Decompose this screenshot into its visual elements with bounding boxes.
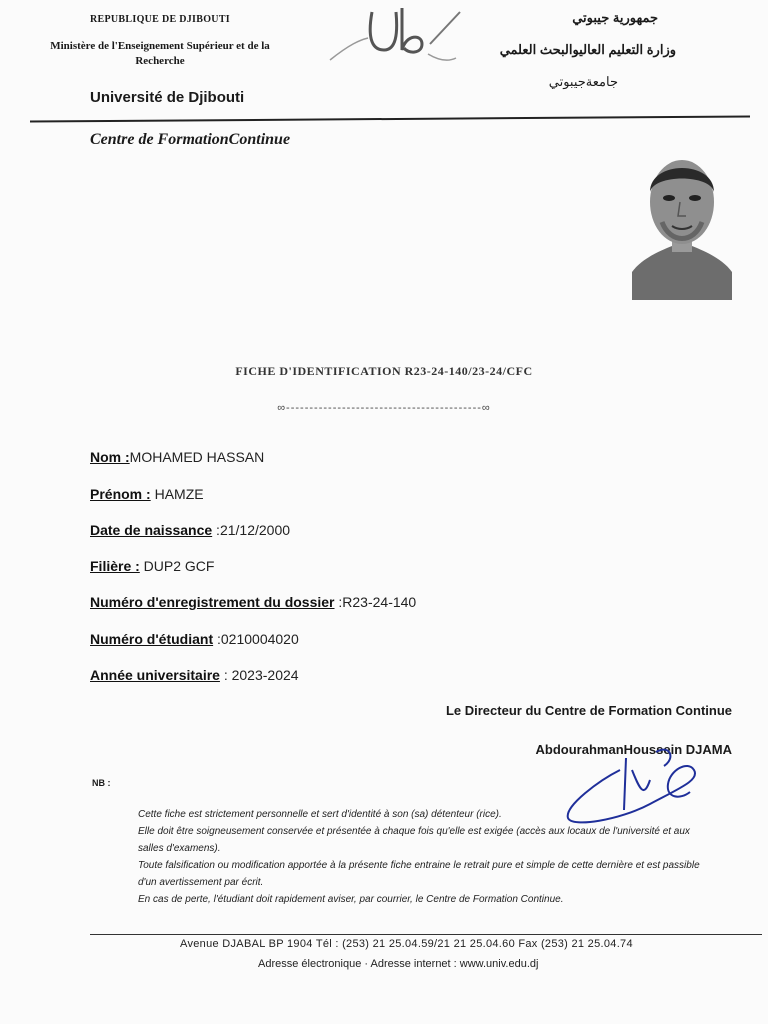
university-fr: Université de Djibouti [90, 89, 245, 106]
director-name: AbdourahmanHoussein DJAMA [535, 742, 732, 757]
field-prenom [90, 486, 204, 502]
field-value: : 2023-2024 [219, 667, 299, 683]
field-annee-universitaire [90, 667, 299, 683]
field-date-naissance [90, 522, 290, 538]
ministry-fr-line2: Recherche [135, 55, 185, 67]
ministry-fr-line1: Ministère de l'Enseignement Supérieur et de la [50, 40, 270, 52]
field-label: Numéro d'étudiant [90, 631, 214, 647]
footer-web: Adresse électronique · Adresse internet : www.univ.edu.dj [258, 958, 539, 970]
field-label: Nom : [90, 449, 130, 465]
university-logo-stamp [310, 4, 470, 70]
field-filiere [90, 558, 214, 574]
field-numero-enregistrement [90, 594, 416, 610]
field-value: HAMZE [150, 486, 204, 502]
field-value: :21/12/2000 [212, 522, 291, 538]
centre-name: Centre de FormationContinue [90, 131, 291, 148]
field-nom [90, 449, 264, 465]
document-title: FICHE D'IDENTIFICATION R23-24-140/23-24/CFC [235, 364, 533, 378]
ministry-ar: وزارة التعليم العاليوالبحث العلمي [499, 42, 676, 57]
director-title: Le Directeur du Centre de Formation Continue [445, 703, 732, 718]
student-photo [632, 152, 732, 300]
field-value: :R23-24-140 [334, 594, 417, 610]
header-rule [30, 115, 750, 122]
field-numero-etudiant [90, 631, 299, 647]
field-label: Date de naissance [90, 522, 213, 538]
header-left [20, 12, 300, 69]
nb-label: NB : [92, 778, 111, 788]
note-line: Elle doit être soigneusement conservée et présentée à chaque fois qu'elle est exigée (accès aux locaux de l'université et aux salles d'examens). [138, 826, 690, 854]
republic-ar: جمهورية جيبوتي [572, 10, 658, 25]
field-label: Numéro d'enregistrement du dossier [90, 594, 335, 610]
field-value: DUP2 GCF [139, 558, 215, 574]
note-line: Cette fiche est strictement personnelle et sert d'identité à son (sa) détenteur (rice). [138, 809, 502, 820]
field-value: :0210004020 [213, 631, 299, 647]
field-label: Année universitaire [90, 667, 220, 683]
field-value: MOHAMED HASSAN [129, 449, 265, 465]
footer-address: Avenue DJABAL BP 1904 Tél : (253) 21 25.04.59/21 21 25.04.60 Fax (253) 21 25.04.74 [180, 938, 633, 950]
footer-rule [90, 934, 762, 935]
note-line: En cas de perte, l'étudiant doit rapidement aviser, par courrier, le Centre de Formation Continue. [138, 894, 564, 905]
republic-fr: REPUBLIQUE DE DJIBOUTI [90, 14, 230, 25]
title-decoration: ∞------------------------------------------∞ [277, 402, 491, 414]
note-line: Toute falsification ou modification apportée à la présente fiche entraine le retrait pure et simple de cette dernière et est passible d'un avertissement par écrit. [138, 860, 700, 888]
notes-block [138, 806, 718, 908]
field-label: Filière : [90, 558, 140, 574]
university-ar: جامعةجيبوتي [548, 74, 618, 89]
field-label: Prénom : [90, 486, 151, 502]
